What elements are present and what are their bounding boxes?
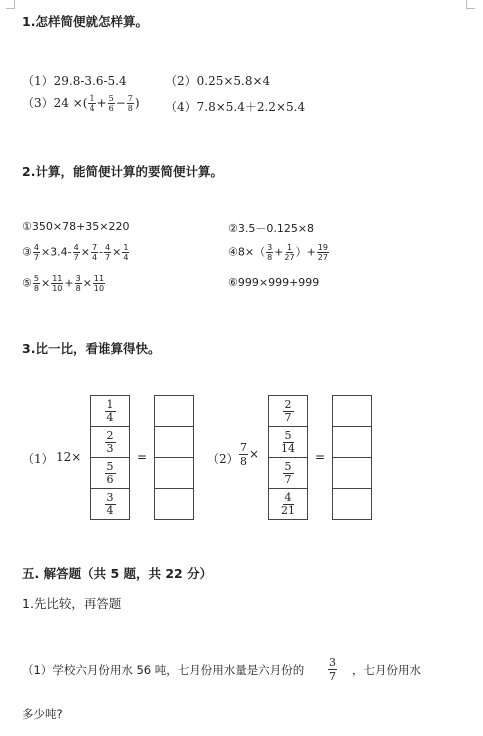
q2-item-1: ①350×78+35×220 [22, 220, 130, 233]
q2-item-6: ⑥999×999+999 [228, 276, 320, 289]
q3-left-frac-4: 3 4 [106, 491, 114, 517]
q3-right-frac-1: 2 7 [284, 398, 292, 424]
q3-right-label: （2） [207, 452, 239, 466]
q2-item-2: ②3.5－0.125×8 [228, 222, 315, 235]
problem-1-text-c: 多少吨? [22, 707, 63, 721]
q3-left-fraction-column [90, 395, 130, 520]
page-corner-mark [6, 0, 15, 9]
q3-right-answer-column[interactable] [332, 395, 372, 520]
q3-left-equals: = [137, 450, 148, 464]
q2-item-4: ④8×（ $\frac{3}{8}$ + $\frac{1}{27}$ ）+ $\frac{19}{27}$ [228, 243, 328, 262]
q3-right-equals: = [315, 450, 326, 464]
question-2-title: 2.计算，能简便计算的要简便计算。 [22, 164, 223, 179]
q3-right-fraction-column [268, 395, 308, 520]
q3-right-frac-2: 5 14 [281, 429, 295, 455]
problem-1-text-a: （1）学校六月份用水 56 吨，七月份用水量是六月份的 [22, 663, 305, 677]
q3-left-multiplier: 12× [56, 450, 82, 464]
q3-left-frac-3: 5 6 [106, 460, 114, 486]
q3-right-frac-4: 4 21 [281, 491, 295, 517]
q3-left-frac-2: 2 3 [106, 429, 114, 455]
question-1-title: 1.怎样简便就怎样算。 [22, 14, 148, 29]
q1-problem-1: （1）29.8-3.6-5.4 [22, 74, 127, 88]
q3-left-frac-1: 1 4 [106, 398, 114, 424]
page-corner-mark [466, 0, 475, 9]
q3-right-frac-3: 5 7 [284, 460, 292, 486]
q1-problem-4: （4）7.8×5.4＋2.2×5.4 [165, 100, 306, 114]
question-3-title: 3.比一比，看谁算得快。 [22, 341, 161, 356]
q3-left-label: （1） [22, 452, 54, 466]
problem-1-title: 1.先比较，再答题 [22, 596, 122, 611]
problem-1-text-b: ，七月份用水 [352, 663, 421, 677]
q1-problem-3: （3）24 ×( $\frac{1}{4}$ + $\frac{5}{6}$ − $\frac{7}{8}$ ) [22, 94, 140, 113]
problem-1-fraction: $\frac{3}{7}$ [329, 656, 336, 683]
q2-item-3: ③ $\frac{4}{7}$ ×3.4- $\frac{4}{7}$ × $\frac{7}{4}$ - $\frac{4}{7}$ × $\frac{1}{4}$ [22, 243, 129, 262]
q3-left-answer-column[interactable] [154, 395, 194, 520]
q3-right-multiplier: $\frac{7}{8}$ × [240, 441, 260, 468]
q1-problem-2: （2）0.25×5.8×4 [165, 74, 271, 88]
q2-item-5: ⑤ $\frac{5}{8}$ × $\frac{11}{10}$ + $\frac{3}{8}$ × $\frac{11}{10}$ [22, 274, 105, 293]
section-5-title: 五. 解答题（共 5 题，共 22 分） [22, 566, 213, 581]
